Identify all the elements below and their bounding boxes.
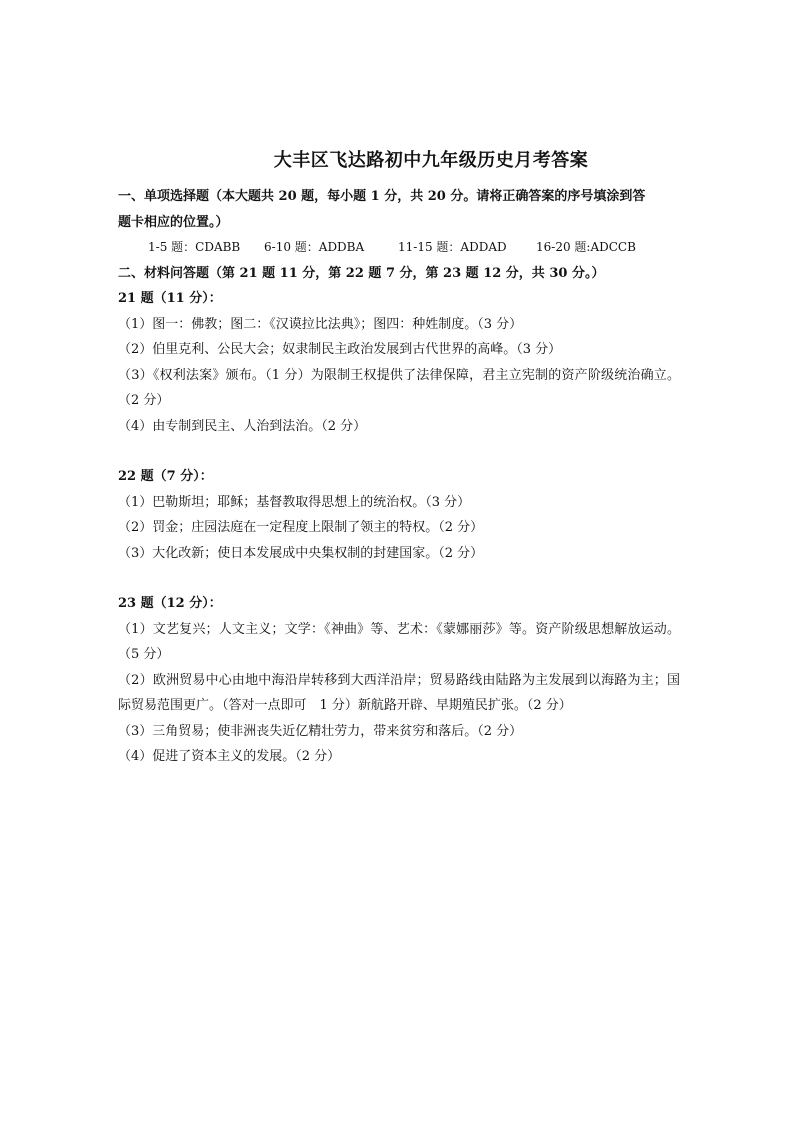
q21-answer-3: （3）《权利法案》颁布。（1 分）为限制王权提供了法律保障，君主立宪制的资产阶级统治确立。（2 分） xyxy=(118,367,680,408)
q21-answer-4: （4）由专制到民主、人治到法治。（2 分） xyxy=(118,418,367,434)
mcq-answer-row xyxy=(118,235,680,261)
mcq-answer-11-15: 11-15 题：ADDAD xyxy=(398,240,507,254)
q21-answer-1: （1）图一：佛教；图二：《汉谟拉比法典》；图四：种姓制度。（3 分） xyxy=(118,316,523,332)
q21-answer-2: （2）伯里克利、公民大会；奴隶制民主政治发展到古代世界的高峰。（3 分） xyxy=(118,342,562,357)
q22-answer-2: （2）罚金；庄园法庭在一定程度上限制了领主的特权。（2 分） xyxy=(118,520,484,535)
page-title: 大丰区飞达路初中九年级历史月考答案 xyxy=(273,150,589,171)
q23-answer-3: （3）三角贸易；使非洲丧失近亿精壮劳力，带来贫穷和落后。（2 分） xyxy=(118,723,523,739)
q22-heading: 22 题（7 分）： xyxy=(118,469,213,484)
mcq-answer-1-5: 1-5 题：CDABB xyxy=(148,240,241,254)
section1-heading-line1: 一、单项选择题（本大题共 20 题，每小题 1 分，共 20 分。请将正确答案的序号填涂到答 xyxy=(118,189,646,204)
mcq-answer-6-10: 6-10 题：ADDBA xyxy=(264,240,365,254)
q23-answer-4: （4）促进了资本主义的发展。（2 分） xyxy=(118,749,341,764)
answer-content xyxy=(118,184,680,770)
q21-heading: 21 题（11 分）： xyxy=(118,291,222,306)
q23-answer-1: （1）文艺复兴；人文主义；文学：《神曲》等、艺术：《蒙娜丽莎》等。资产阶级思想解放运动。（5 分） xyxy=(118,621,680,662)
q22-answer-3: （3）大化改新；使日本发展成中央集权制的封建国家。（2 分） xyxy=(118,545,484,561)
spacer xyxy=(118,566,680,591)
mcq-answer-16-20: 16-20 题:ADCCB xyxy=(536,240,636,254)
spacer xyxy=(118,439,680,464)
section1-heading-line2: 题卡相应的位置。） xyxy=(118,214,229,230)
q23-heading: 23 题（12 分）： xyxy=(118,596,222,611)
section2-heading: 二、材料问答题（第 21 题 11 分，第 22 题 7 分，第 23 题 12 分，共 30 分。） xyxy=(118,265,605,281)
q23-answer-2: （2）欧洲贸易中心由地中海沿岸转移到大西洋沿岸；贸易路线由陆路为主发展到以海路为主；国际贸易范围更广。（答对一点即可 1 分）新航路开辟、早期殖民扩张。（2 分） xyxy=(118,672,680,713)
q22-answer-1: （1）巴勒斯坦；耶稣；基督教取得思想上的统治权。（3 分） xyxy=(118,494,471,510)
